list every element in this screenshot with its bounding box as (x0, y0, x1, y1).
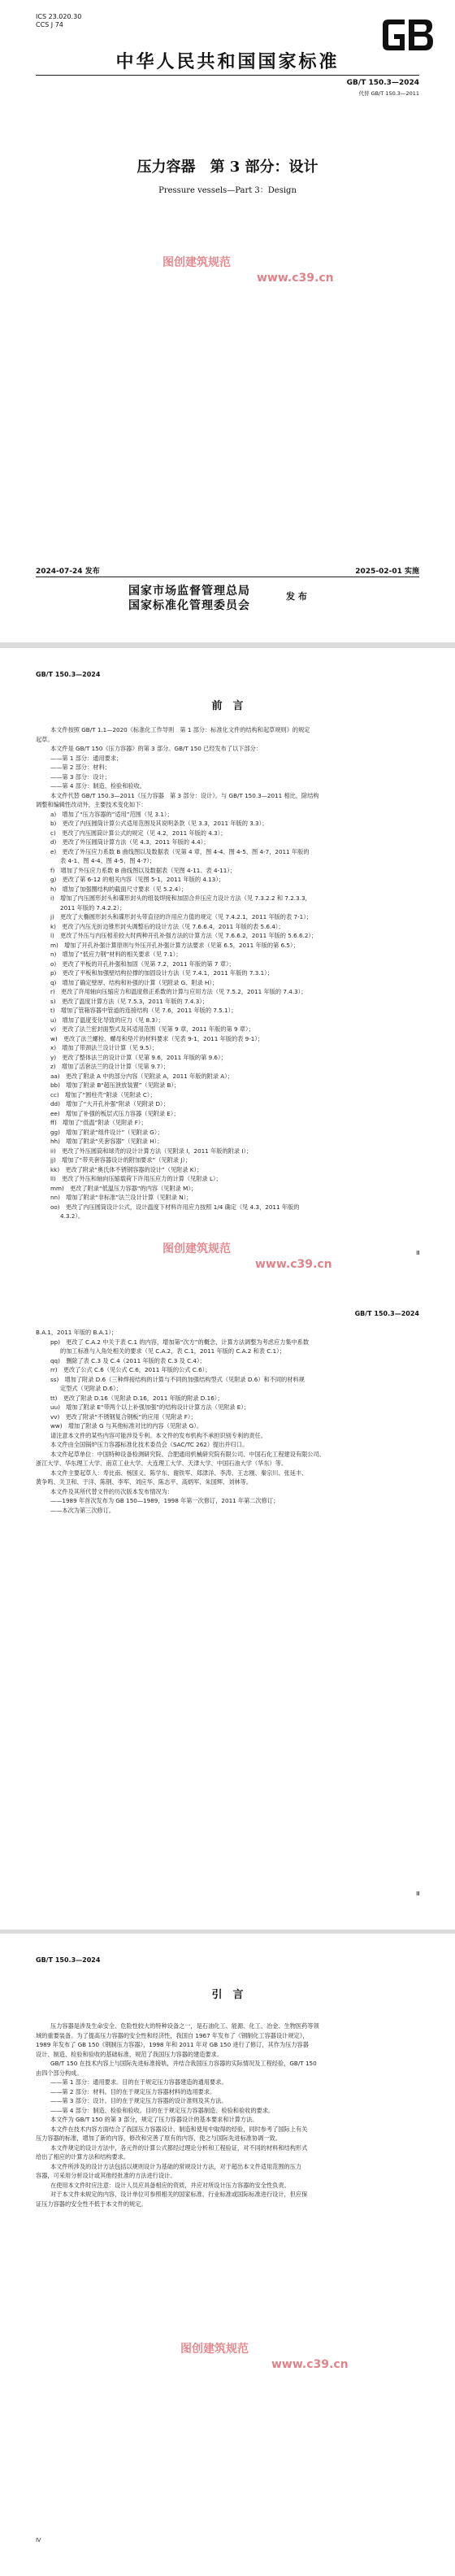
text-line: qq) 删除了表 C.3 及 C.4（2011 年版的表 C.3 及 C.4）； (50, 1356, 206, 1364)
text-line: 在使用本文件时应注意：设计人员应具备相应的资质，并应对所设计压力容器的安全性负责。 (50, 2181, 290, 2189)
text-line: c) 更改了内压圆筒计算公式的规定（见 4.2，2011 年版的 4.3）； (50, 829, 227, 837)
text-line: 本文件及其所代替文件的历次版本发布情况为： (50, 1487, 173, 1495)
text-line: k) 更改了内压无折边锥形封头调整后的设计方法（见 7.6.6.4，2011 年版的表 5.6.4）； (50, 922, 284, 930)
foreword-page (0, 648, 455, 1290)
page-number: Ⅲ (416, 1891, 420, 1897)
issuer-samr: 国家市场监督管理总局 (128, 585, 250, 598)
text-line: t) 增加了管箱容器中管道的连接结构（见 7.6，2011 年版的 7.5.1）； (50, 1007, 237, 1014)
text-line: 域的重要装备。为了提高压力容器的安全性和经济性，我国自 1967 年发布了《钢制化工容器设计规定》， (36, 2031, 309, 2039)
text-line: GB/T 150 在技术内容上与国际先进标准接轨，并结合我国压力容器的实际情况及工程经验，GB/T 150 (50, 2060, 317, 2067)
text-line: ——第 2 部分：材料； (50, 764, 110, 771)
replaces-note: 代替 GB/T 150.3—2011 (358, 90, 419, 97)
text-line: d) 更改了外压圆筒计算方法（见 4.3，2011 年版的 4.4）； (50, 838, 210, 846)
watermark-url: www.c39.cn (257, 272, 334, 285)
text-line: u) 增加了温度变化导致的应力（见 8.3）； (50, 1016, 164, 1024)
running-head: GB/T 150.3—2024 (354, 1310, 419, 1317)
text-line: 起草。 (36, 735, 54, 743)
text-line: 容器，可采用分析设计或其他经批准的方法进行设计。 (36, 2172, 176, 2179)
foreword-cont-body (36, 1328, 419, 1515)
ccs-code: CCS J 74 (36, 21, 63, 28)
text-line: kk) 更改了附录“奥氏体不锈钢容器的设计”（见附录 K）； (50, 1165, 203, 1173)
text-line: dd) 增加了“大开孔补强”附录（见附录 D）； (50, 1100, 169, 1107)
text-line: uu) 增加了附录 E“带两个以上补强加强”的结构设计计算方法（见附录 E）； (50, 1403, 250, 1411)
text-line: vv) 更改了附录“不锈钢复合钢板”的应用（见附录 F）； (50, 1412, 197, 1421)
text-line: 本文件起草单位：中国特种设备检测研究院、合肥通用机械研究院有限公司、中国石化工程建设有限公司、 (50, 1450, 325, 1458)
text-line: h) 增加了加强圈结构的截面尺寸要求（见 5.2.4）； (50, 885, 188, 893)
text-line: x) 增加了带颈法兰设计计算（见 9.5）； (50, 1044, 158, 1051)
foreword-body (36, 725, 419, 1221)
text-line: 本文件在技术内容方面结合了我国压力容器设计、制造和使用中取得的经验，同时参考了国际上有关 (50, 2125, 308, 2133)
text-line: tt) 更改了附录 D.16（见附录 D.16，2011 年版的附录 D.16）； (50, 1394, 223, 1402)
standard-title-en: Pressure vessels—Part 3：Design (158, 186, 297, 195)
text-line: jj) 增加了“带夹套容器设计的附加要求”（见附录 J）； (50, 1156, 192, 1164)
text-line: ——第 3 部分：设计； (50, 772, 110, 781)
text-line: 设计、制造、检验和验收的基础标准，规范了我国压力容器的建造要求。 (36, 2050, 223, 2058)
text-line: aa) 更改了附录 A 中的部分内容（见附录 A，2011 年版的附录 A）； (50, 1072, 233, 1080)
text-line: l) 更改了外压与内压相差较大时两种开孔补强方法的计算方法（见 7.6.6.2，2011 年版的 5.6.6.2）； (50, 932, 318, 939)
text-line: ——第 1 部分：通用要求。目的在于规定压力容器建造的通用要求。 (50, 2078, 228, 2086)
watermark-cn: 图创建筑规范 (162, 1242, 231, 1255)
text-line: ——第 4 部分：制造、检验和验收。 (50, 782, 145, 790)
standard-title-cn: 压力容器 第 3 部分：设计 (136, 159, 318, 176)
text-line: hh) 增加了附录“夹套容器”（见附录 H）； (50, 1138, 163, 1145)
text-line: f) 增加了外压应力系数 B 曲线图以及数据表（见图 4-11、表 4-11）； (50, 866, 236, 874)
top-rule (36, 75, 419, 76)
text-line: 本文件规定的设计方法中，各元件的计算公式都经过理论分析和工程验证，对不同的材料和结构形式 (50, 2143, 308, 2152)
text-line: w) 更改了法兰螺栓、螺母和垫片的材料要求（见表 9-1，2011 年版的表 9-1）； (50, 1034, 264, 1042)
text-line: o) 更改了平板的开孔补强和加固（见第 7.2，2011 年版的第 7 章）； (50, 959, 235, 968)
text-line: rr) 更改了公式 C.6（见公式 C.6，2011 年版的公式 C.6）； (50, 1366, 211, 1373)
text-line: 4.3.2）。 (60, 1212, 84, 1220)
text-line: 的加工标准与入角处相关的要求（见 C.A.2，表 C.1，2011 年版的 C.A.2 和表 C.1）； (60, 1347, 285, 1355)
text-line: cc) 增加了“圆柱壳”附录（见附录 C）； (50, 1090, 156, 1099)
text-line: 浙江大学、华东理工大学、南京工业大学、大连理工大学、天津大学、中国石油大学（华东）等。 (36, 1460, 288, 1467)
text-line: ee) 增加了补强的板层式压力容器（见附录 E）； (50, 1109, 180, 1117)
text-line: 由四个部分构成。 (36, 2069, 83, 2077)
national-standard-title: 中华人民共和国国家标准 (115, 51, 340, 72)
text-line: pp) 更改了 C.A.2 中关于表 C.1 的内容，增加第“次方”的概念，计算方法调整为考虑应力集中系数 (50, 1338, 310, 1346)
issuer-sac: 国家标准化管理委员会 (128, 599, 250, 612)
page-number: Ⅲ (416, 1250, 420, 1256)
text-line: 压力容器是涉及生命安全、危险性较大的特种设备之一，是石油化工、能源、化工、冶金、生物医药等领 (50, 2022, 319, 2030)
text-line: z) 增加了活套法兰的设计计算（见第 9.7）； (50, 1063, 170, 1070)
text-line: oo) 更改了内压圆筒设计公式，设计温度下材料许用应力按照 1/4 确定（见 4.3，2011 年版的 (50, 1203, 300, 1211)
running-head: GB/T 150.3—2024 (36, 1956, 101, 1964)
text-line: ——第 1 部分：通用要求； (50, 754, 123, 762)
text-line: s) 更改了温度计算方法（见 7.5.3，2011 年版的 7.4.3）； (50, 997, 209, 1005)
running-head: GB/T 150.3—2024 (36, 671, 101, 678)
text-line: ll) 更改了外压和轴向压缩载荷下许用压应力的计算（见附录 L）； (50, 1175, 222, 1182)
watermark-cn: 图创建筑规范 (162, 256, 231, 269)
text-line: 本文件所涉及的设计方法包括以规则设计为基础的常规设计方法，对于超出本文件适用范围的压力 (50, 2162, 302, 2170)
text-line: j) 更改了大椭圆形封头和碟形封头带直径的许用应力值的规定（见 7.4.2.1，2011 年版的表 7-1）； (50, 913, 312, 920)
text-line: gg) 增加了附录“组件设计”（见附录 G）； (50, 1128, 163, 1136)
text-line: 请注意本文件的某些内容可能涉及专利。本文件的发布机构不承担识别专利的责任。 (50, 1431, 266, 1439)
text-line: 黄争鸣、关卫和、于洋、陈钢、李军、刘应华、陈志平、高炳军、朱国辉、刘林等。 (36, 1478, 252, 1486)
text-line: ——第 3 部分：设计。目的在于规定压力容器的设计准则及其方法。 (50, 2097, 228, 2104)
text-line: nn) 增加了附录“非标准”法兰设计计算（见附录 N）； (50, 1194, 193, 1201)
text-line: 给出了相应的计算方法和结构要求。 (36, 2153, 130, 2160)
text-line: ww) 增加了附录 G 与其他标准对比的内容（见附录 G）。 (50, 1422, 203, 1429)
text-line: g) 更改了第 6-12 的相关内容（见图 5-1，2011 年版的 4.13）； (50, 876, 225, 883)
text-line: 压力容器的标准，增加了新的内容，修改和完善了原有的内容，使之与国际先进标准协调一致。 (36, 2134, 281, 2142)
text-line: m) 增加了开孔补强计算原则与外压开孔补强计算方法要求（见第 6.5，2011 年版的第 6.5）； (50, 941, 299, 949)
text-line: ——1989 年首次发布为 GB 150—1989，1998 年第一次修订，2011 年第二次修订； (50, 1497, 280, 1504)
text-line: ——本次为第三次修订。 (50, 1506, 115, 1514)
introduction-body (36, 2021, 419, 2208)
text-line: 表 4-1、图 4-4、图 4-5、图 4-7）； (60, 857, 156, 864)
text-line: 2011 年版的 7.4.2.2）； (60, 903, 126, 912)
watermark-url: www.c39.cn (255, 1258, 332, 1271)
text-line: B.A.1，2011 年版的 B.A.1）； (36, 1329, 118, 1336)
text-line: n) 增加了“低应力钢”材料的相关要求（见 7.1）； (50, 951, 182, 958)
foreword-heading: 前 言 (211, 700, 244, 712)
watermark-url: www.c39.cn (271, 2358, 349, 2371)
text-line: 本文件代替 GB/T 150.3—2011《压力容器 第 3 部分：设计》。与 GB/T 150.3—2011 相比，除结构 (50, 791, 319, 799)
text-line: q) 增加了确定壁厚、结构和补强的计算（见附录 G、附录 H）； (50, 978, 219, 986)
text-line: ff) 增加了“低温”附录（见附录 F）； (50, 1119, 147, 1126)
issue-word: 发 布 (286, 591, 307, 602)
text-line: y) 更改了整体法兰的设计计算（见第 9.6，2011 年版的第 9.6）； (50, 1053, 227, 1061)
foreword-cont-page (0, 1287, 455, 1930)
implement-date: 2025-02-01 实施 (355, 568, 419, 576)
text-line: mm) 更改了附录“低温压力容器”的内容（见附录 M）； (50, 1184, 197, 1192)
text-line: p) 更改了平板和加强壁结构拉撑的加固设计方法（见 7.4.1，2011 年版的 7.3.1）； (50, 969, 273, 977)
text-line: b) 更改了内压圆筒计算公式适用范围及其说明条款（见 3.3，2011 年版的 3.3）； (50, 820, 268, 827)
text-line: 定型式（见附录 D.6）； (60, 1385, 122, 1392)
text-line: 本文件按照 GB/T 1.1—2020《标准化工作导则 第 1 部分：标准化文件的结构和起草规则》的规定 (50, 726, 310, 733)
text-line: 证压力容器的安全性不低于本文件的规定。 (36, 2200, 147, 2208)
introduction-heading: 引 言 (211, 1989, 244, 2001)
text-line: bb) 增加了附录 B“超压泄放装置”（见附录 B）； (50, 1081, 180, 1089)
publish-date: 2024-07-24 发布 (36, 568, 100, 576)
ics-code: ICS 23.020.30 (36, 13, 82, 20)
introduction-page (0, 1934, 455, 2576)
text-line: 调整和编辑性改动外，主要技术变化如下： (36, 801, 147, 808)
text-line: 本文件是 GB/T 150《压力容器》的第 3 部分。GB/T 150 已经发布了以下部分： (50, 745, 262, 752)
cover-page (0, 0, 455, 642)
watermark-cn: 图创建筑规范 (180, 2343, 249, 2356)
text-line: ——第 2 部分：材料。目的在于规定压力容器材料的选用要求。 (50, 2087, 216, 2095)
text-line: 对于本文件未规定的内容，设计单位可参照相关的国家标准、行业标准或国际标准进行设计，但应保 (50, 2191, 308, 2198)
text-line: r) 更改了许用轴向压缩应力和温度修正系数的计算与应用方法（见 7.5.2，2011 年版的 7.4.3）； (50, 988, 307, 995)
page-number: Ⅳ (36, 2537, 41, 2543)
standard-number: GB/T 150.3—2024 (346, 79, 419, 87)
text-line: ——第 4 部分：制造、检验和验收。目的在于规定压力容器制造、检验和验收的要求。 (50, 2106, 275, 2114)
text-line: a) 增加了“压力容器的”适用”范围（见 3.1）； (50, 810, 173, 818)
text-line: ss) 增加了附录 D.6（三种焊接结构的计算与不同的加强结构型式（见附录 D.6）和不同的材料规 (50, 1375, 305, 1383)
text-line: i) 增加了内压圆形封头和碟形封头的组装焊接和加固合并压应力设计方法（见 7.3.2.2 和 7.2.3.3， (50, 894, 311, 902)
text-line: 1989 年发布了 GB 150《钢制压力容器》，1998 年和 2011 年对 GB 150 进行了修订，其作为压力容器 (36, 2041, 309, 2048)
text-line: ii) 更改了外压圆筒和球壳的设计计算方法（见附录 I，2011 年版的附录 I）； (50, 1147, 253, 1155)
text-line: 本文件为 GB/T 150 的第 3 部分，规定了压力容器设计的基本要求和计算方法。 (50, 2116, 258, 2123)
text-line: 本文件主要起草人：寿比南、杨国义、陈学东、谢铁军、郑津洋、李涛、王志刚、秦宗川、张延丰、 (50, 1469, 308, 1477)
text-line: 本文件由全国锅炉压力容器标准化技术委员会（SAC/TC 262）提出并归口。 (50, 1441, 249, 1448)
text-line: v) 更改了法兰密封面型式及其适用范围（见第 9 章，2011 年版的第 9 章）； (50, 1025, 254, 1033)
text-line: e) 更改了外压应力系数 B 曲线图以及数据表（见第 4 章，图 4-4、图 4-5、图 4-7，2011 年版的 (50, 847, 310, 855)
